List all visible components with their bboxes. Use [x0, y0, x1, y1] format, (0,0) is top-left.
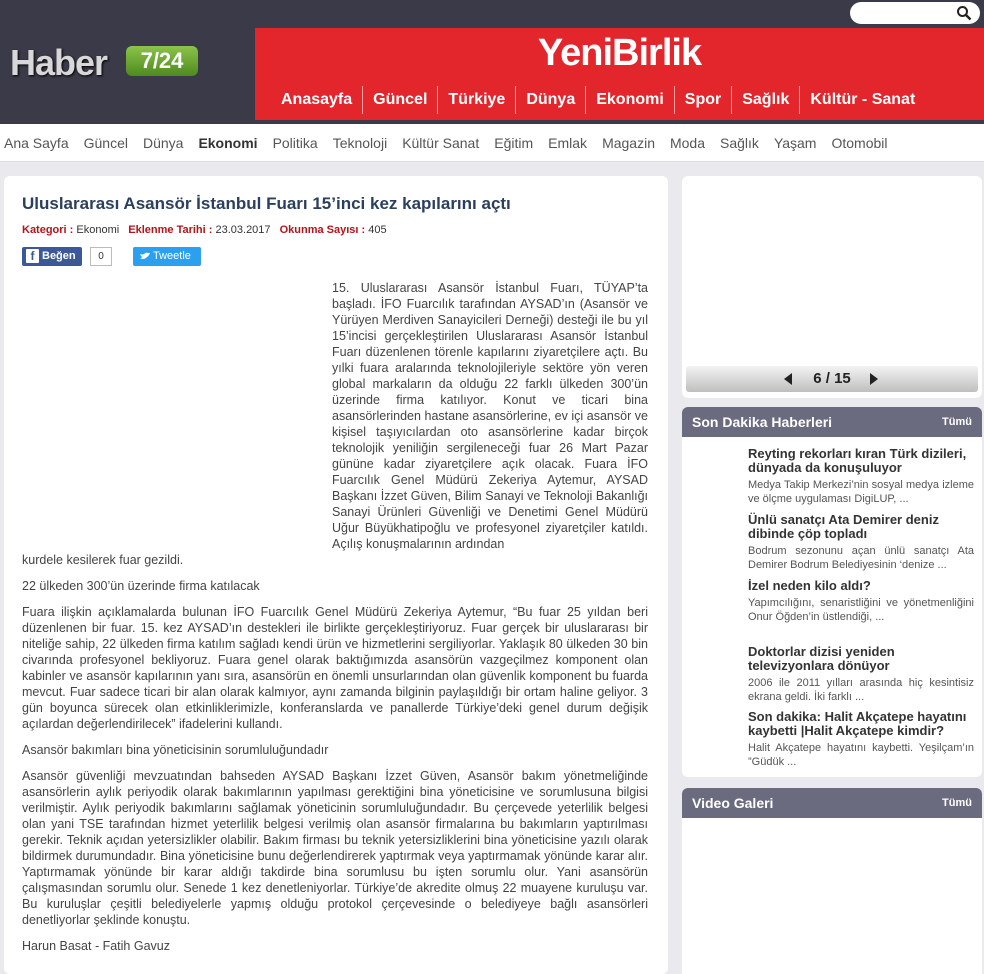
nav-magazin[interactable]: Magazin — [602, 134, 655, 151]
news-item[interactable] — [748, 579, 974, 624]
news-item-desc: Halit Akçatepe hayatını kaybetti. Yeşilçam’ın ”Güdük ... — [748, 742, 974, 768]
nav-moda[interactable]: Moda — [669, 134, 706, 151]
article-author: Harun Basat - Fatih Gavuz — [22, 939, 170, 953]
nav-saglik[interactable]: Sağlık — [720, 134, 759, 151]
site-logo[interactable] — [8, 42, 200, 82]
banner-nav-kultur-sanat[interactable]: Kültür - Sanat — [799, 86, 925, 114]
banner-nav-guncel[interactable]: Güncel — [362, 86, 437, 114]
prev-arrow-icon[interactable] — [784, 373, 792, 385]
news-item[interactable] — [748, 447, 974, 506]
nav-egitim[interactable]: Eğitim — [494, 134, 534, 151]
news-item-title[interactable]: İzel neden kilo aldı? — [748, 578, 871, 593]
article-paragraph-2: Asansör güvenliği mevzuatından bahseden AYSAD Başkanı İzzet Güven, Asansör bakım yönetmeliğinde asansörlerin aylık periyodik olarak bakımlarının yapılması gerektiğini bina yöneticisine ve sorumlusuna bilgisi verilmiştir. Aylık periyodik bakımlarını sağlamak yöneticinin sorumluluğundadır. Bu çerçevede yeterlilik belgesi olan yani TSE tarafından hizmet yeterlilik belgesi verilmiş olan asansör firmalarına bu bakımların yaptırılması gerekir. Teknik açıdan yetersizlikler olabilir. Bakım firması bu teknik yetersizliklerini bina yöneticisine yazılı olarak bildirmek durumundadır. Bina yöneticisine bunu değerlendirerek yaptırmak veya yaptırmamak yönünde karar alır. Yaptırmamak yönünde bir karar aldığı takdirde bina sorumlusu bu işten sorumlu olur. Yani asansörün çalışmasından sorumlu olur. Senede 1 kez denetleniyorlar. Türkiye’de akredite olmuş 22 muayene kuruluşu var. Bu kuruluşlar çeşitli belediyelerle yapmış olduğu protokol çerçevesinde o belediyeye bağlı asansörleri denetliyorlar şeklinde konuştu. — [22, 769, 648, 927]
banner-nav-ekonomi[interactable]: Ekonomi — [585, 86, 674, 114]
photo-slider — [682, 176, 982, 398]
site-header — [0, 0, 984, 124]
video-galeri-all-link[interactable]: Tümü — [942, 797, 972, 809]
banner-title: YeniBirlik — [537, 32, 702, 74]
date-label: Eklenme Tarihi : — [128, 224, 213, 236]
son-dakika-all-link[interactable]: Tümü — [942, 416, 972, 428]
video-galeri-title: Video Galeri — [692, 795, 774, 811]
nav-guncel[interactable]: Güncel — [83, 134, 128, 151]
views-label: Okunma Sayısı : — [279, 224, 366, 236]
article-subheading-1: 22 ülkeden 300’ün üzerinde firma katılacak — [22, 579, 260, 593]
facebook-like-button[interactable] — [22, 247, 82, 266]
news-item-title[interactable]: Doktorlar dizisi yeniden televizyonlara dönüyor — [748, 644, 895, 673]
nav-otomobil[interactable]: Otomobil — [831, 134, 888, 151]
article-subheading-2: Asansör bakımları bina yöneticisinin sorumluluğundadır — [22, 743, 329, 757]
video-galeri-box — [682, 788, 982, 974]
article — [4, 176, 668, 974]
news-item[interactable] — [748, 710, 974, 769]
news-item[interactable] — [748, 513, 974, 572]
nav-politika[interactable]: Politika — [272, 134, 318, 151]
son-dakika-box — [682, 407, 982, 777]
son-dakika-title: Son Dakika Haberleri — [692, 414, 833, 430]
news-item[interactable] — [748, 645, 974, 704]
search-box[interactable] — [850, 2, 980, 24]
nav-emlak[interactable]: Emlak — [548, 134, 588, 151]
slider-controls — [686, 366, 978, 392]
twitter-icon — [139, 247, 151, 266]
date-value: 23.03.2017 — [215, 224, 271, 236]
nav-yasam[interactable]: Yaşam — [773, 134, 817, 151]
news-item-desc: Bodrum sezonunu açan ünlü sanatçı Ata Demirer Bodrum Belediyesinin ‘denize ... — [748, 545, 974, 571]
son-dakika-header — [682, 407, 982, 437]
category-nav — [0, 124, 984, 162]
banner-nav-turkiye[interactable]: Türkiye — [437, 86, 515, 114]
nav-dunya[interactable]: Dünya — [142, 134, 184, 151]
banner-nav-spor[interactable]: Spor — [674, 86, 731, 114]
news-item-title[interactable]: Reyting rekorları kıran Türk dizileri, dünyada da konuşuluyor — [748, 446, 967, 475]
news-item-desc: 2006 ile 2011 yılları arasında hiç kesintisiz ekrana geldi. İki farklı ... — [748, 677, 974, 703]
tweet-label: Tweetle — [153, 250, 191, 262]
article-lead-tail: kurdele kesilerek fuar gezildi. — [22, 553, 184, 567]
slider-counter: 6 / 15 — [813, 370, 851, 387]
banner-nav — [271, 86, 925, 114]
search-icon[interactable] — [956, 5, 972, 21]
facebook-icon: f — [26, 249, 39, 263]
article-title: Uluslararası Asansör İstanbul Fuarı 15’inci kez kapılarını açtı — [22, 194, 511, 213]
facebook-like-label: Beğen — [42, 250, 76, 262]
logo-text: Haber — [10, 42, 108, 83]
article-lead: 15. Uluslararası Asansör İstanbul Fuarı, TÜYAP’ta başladı. İFO Fuarcılık tarafından AYSAD’ın (Asansör ve Yürüyen Merdiven Sanayicileri Derneği) desteği ile bu yıl 15’incisi gerçekleştirilen Uluslararası Asansör İstanbul Fuarı düzenlenen törenle kapılarını ziyaretçilere açtı. Bu yılki fuara aralarında teknolojileriyle sektöre yön veren global markaların da olduğu 22 farklı ülkeden 300’ün üzerinde firma katılıyor. Konut ve ticari bina asansörlerinden hastane asansörlerine, ev içi asansör ve kişisel taşıyıcılardan oto asansörlerine kadar birçok teknolojik yeniliğin sergileneceği fuar 26 Mart Pazar gününe kadar ziyaretçilere açık olacak. Fuara İFO Fuarcılık Genel Müdürü Zekeriya Aytemur, AYSAD Başkanı İzzet Güven, Bilim Sanayi ve Teknoloji Bakanlığı Sanayi Ürünleri Güvenliği ve Denetimi Genel Müdürü Uğur Büyükhatipoğlu ve profesyonel ziyaretçiler katıldı. Açılış konuşmalarının ardından — [332, 281, 648, 551]
news-item-title[interactable]: Ünlü sanatçı Ata Demirer deniz dibinde çöp topladı — [748, 512, 939, 541]
nav-ana-sayfa[interactable]: Ana Sayfa — [4, 134, 69, 151]
banner-nav-dunya[interactable]: Dünya — [515, 86, 585, 114]
nav-ekonomi[interactable]: Ekonomi — [198, 134, 258, 151]
category-value[interactable]: Ekonomi — [76, 224, 120, 236]
next-arrow-icon[interactable] — [870, 373, 878, 385]
video-galeri-header — [682, 788, 982, 818]
article-paragraph-1: Fuara ilişkin açıklamalarda bulunan İFO Fuarcılık Genel Müdürü Zekeriya Aytemur, “Bu fuar 25 yıldan beri düzenlenen bir fuar. 15. kez AYSAD’ın destekleri ile birlikte gerçekleştiriyoruz. Fuar gerçek bir uluslararası bir niteliğe sahip, 22 ülkeden firma katılım sağladı kendi ürün ve hizmetlerini sergiliyorlar. Yaklaşık 80 ülkeden 30 bin civarında profesyonel bekliyoruz. Fuara genel olarak baktığımızda asansörün vazgeçilmez komponent olan kabinler ve asansör kapılarının yanı sıra, asansörün en önemli unsurlarından olan güvenlik komponent bu fuarda mevcut. Fuar sadece ticari bir alan olarak kalmıyor, aynı zamanda bilginin paylaşıldığı bir ortam haline geliyor. 3 gün boyunca sürecek olan etkinliklerimizle, konferanslarda ve panallerde Türkiye’deki genel durum değişik açılardan değerlendirilecek” ifadelerini kullandı. — [22, 605, 648, 731]
facebook-like-count: 0 — [90, 247, 112, 266]
yenibirlik-banner[interactable] — [255, 28, 984, 120]
article-meta — [22, 224, 393, 236]
views-value: 405 — [368, 224, 387, 236]
banner-nav-anasayfa[interactable]: Anasayfa — [281, 91, 353, 108]
nav-teknoloji[interactable]: Teknoloji — [332, 134, 388, 151]
news-item-desc: Medya Takip Merkezi’nin sosyal medya izleme ve ölçme uygulaması DigiLUP, ... — [748, 479, 974, 505]
news-item-title[interactable]: Son dakika: Halit Akçatepe hayatını kaybetti |Halit Akçatepe kimdir? — [748, 709, 967, 738]
news-item-desc: Yapımcılığını, senaristliğini ve yönetmenliğini Onur Öğden’in üstlendiği, ... — [748, 597, 974, 623]
tweet-button[interactable] — [133, 247, 201, 266]
article-body — [22, 280, 648, 964]
logo-badge: 7/24 — [126, 46, 198, 76]
category-label: Kategori : — [22, 224, 74, 236]
banner-nav-saglik[interactable]: Sağlık — [731, 86, 799, 114]
nav-kultur-sanat[interactable]: Kültür Sanat — [402, 134, 480, 151]
